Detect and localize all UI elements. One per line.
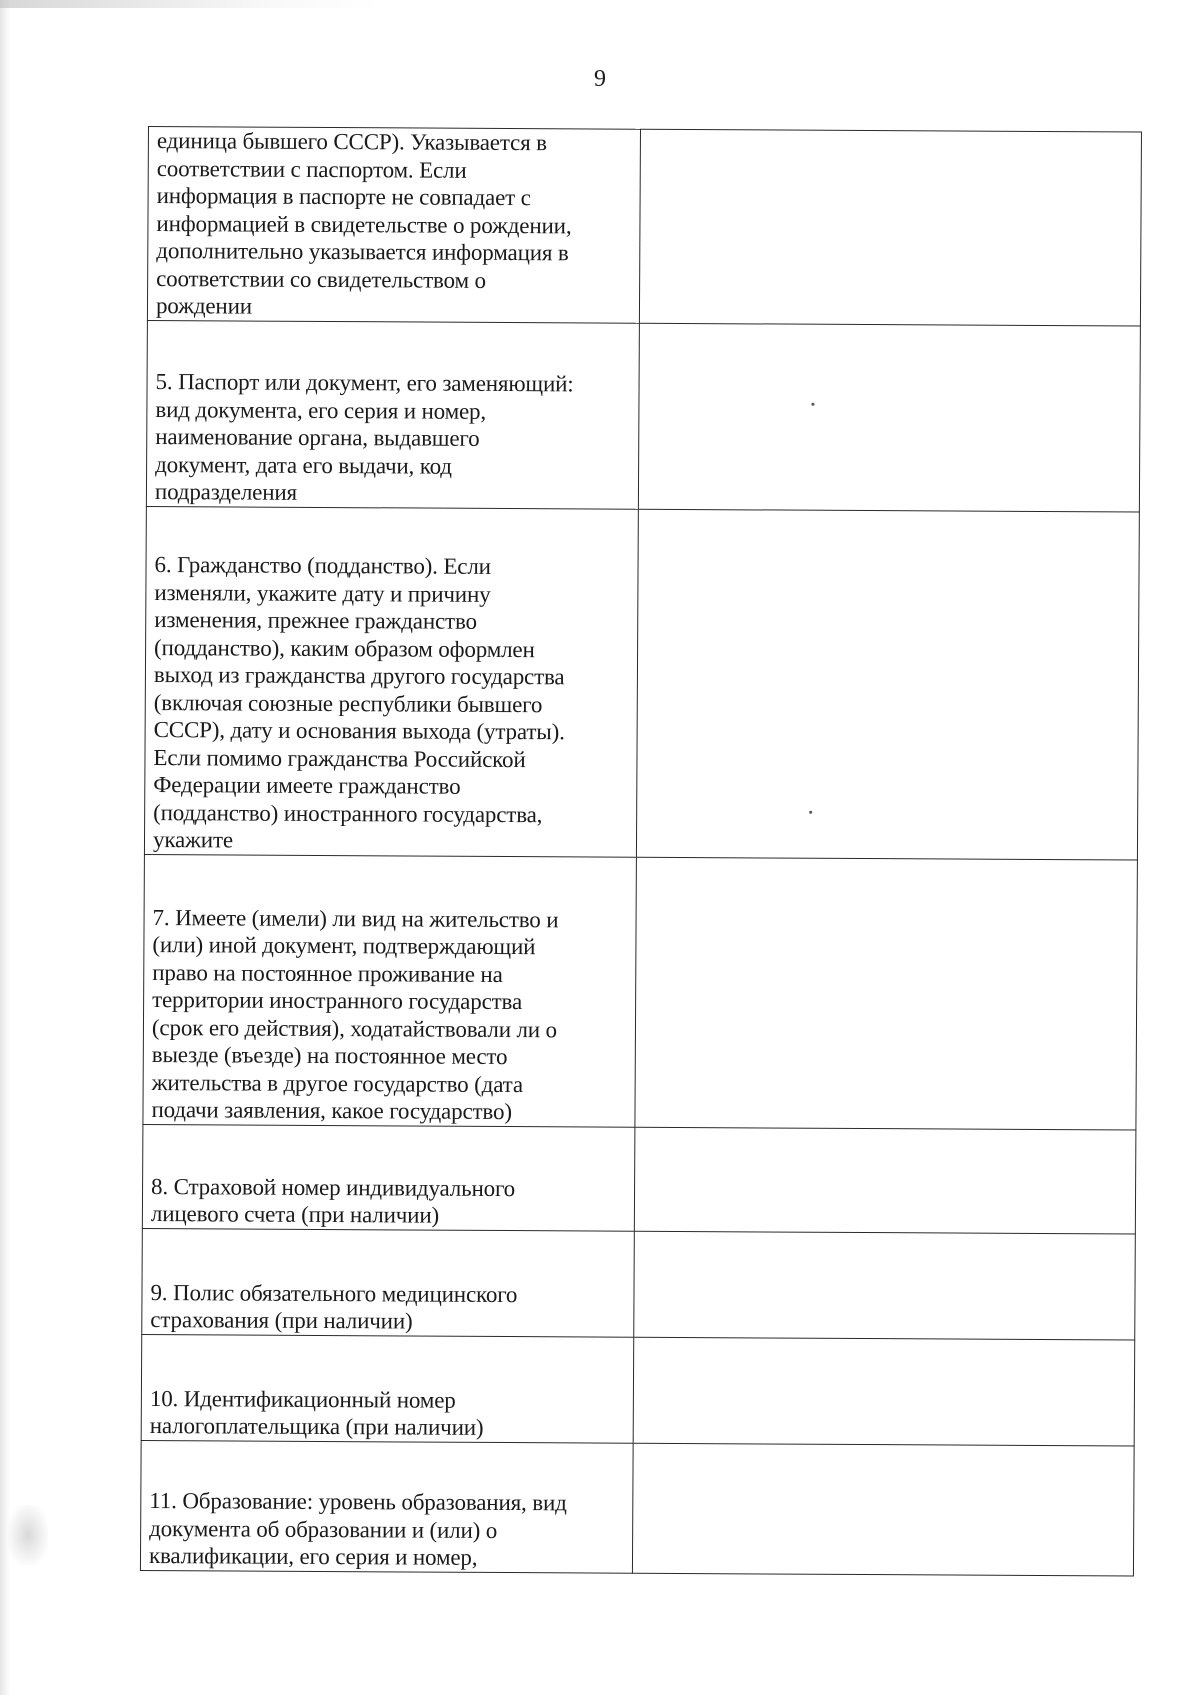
row-label-passport [146, 320, 639, 509]
scan-speck [809, 810, 812, 813]
row-value-inn[interactable] [633, 1337, 1135, 1446]
scan-edge [0, 0, 10, 1695]
row-label-education [140, 1440, 633, 1573]
row-label-inn [141, 1334, 634, 1443]
table-row [146, 320, 1140, 512]
row-value-birthplace-continued[interactable] [639, 129, 1141, 325]
row-label-text: 6. Гражданство (подданство). Если изменяли, укажите дату и причину изменения, прежнее гражданство (подданство), каким образом оформлен выход из гражданства другого государства (включая союзные республики бывшего СССР), дату и основания выхода (утраты). Если помимо гражданства Российской Федерации имеете гражданство (подданство) иностранного государства, укажите [152, 552, 565, 853]
row-label-text: 10. Идентификационный номер налогоплательщика (при наличии) [149, 1385, 484, 1440]
row-label-text: 8. Страховой номер индивидуального лицевого счета (при наличии) [150, 1173, 516, 1228]
scan-speck [811, 402, 814, 405]
row-label-text: 11. Образование: уровень образования, вид документа об образовании и (или) о квалификации, его серия и номер, [148, 1488, 567, 1570]
table-row [142, 1124, 1136, 1234]
table-row [140, 1440, 1134, 1576]
scan-top-shading [0, 0, 380, 8]
row-label-text: 5. Паспорт или документ, его заменяющий: вид документа, его серия и номер, наименование органа, выдавшего документ, дата его выдачи, код подразделения [154, 369, 574, 505]
row-value-residence-permit[interactable] [635, 857, 1138, 1130]
row-value-snils[interactable] [634, 1127, 1136, 1234]
table-row [143, 854, 1137, 1130]
row-value-passport[interactable] [638, 323, 1140, 512]
row-label-text: 7. Имеете (имели) ли вид на жительство и (или) иной документ, подтверждающий право на постоянное проживание на территории иностранного государства (срок его действия), ходатайствовали ли о выезде (въезде) на постоянное место жительства в другое государство (дата подачи заявления, какое государство) [151, 904, 559, 1125]
questionnaire-table [140, 126, 1142, 1576]
row-value-citizenship[interactable] [636, 509, 1139, 860]
row-label-residence-permit [143, 854, 637, 1127]
row-label-snils [142, 1124, 635, 1231]
table-row [142, 1228, 1136, 1340]
row-label-medical-insurance [142, 1228, 635, 1337]
row-label-birthplace-continued [147, 127, 640, 323]
row-label-citizenship [144, 506, 638, 857]
table-row [144, 506, 1139, 860]
row-label-text: 9. Полис обязательного медицинского страхования (при наличии) [150, 1279, 518, 1334]
page-number: 9 [594, 66, 606, 92]
row-label-text: единица бывшего СССР). Указывается в соответствии с паспортом. Если информация в паспорте не совпадает с информацией в свидетельстве о рождении, дополнительно указывается информация в соответствии со свидетельством о рождении [155, 128, 572, 319]
row-value-medical-insurance[interactable] [634, 1231, 1136, 1340]
table-row [141, 1334, 1135, 1446]
table-row [147, 127, 1141, 326]
scan-smudge [8, 1505, 48, 1565]
row-value-education[interactable] [632, 1443, 1134, 1576]
